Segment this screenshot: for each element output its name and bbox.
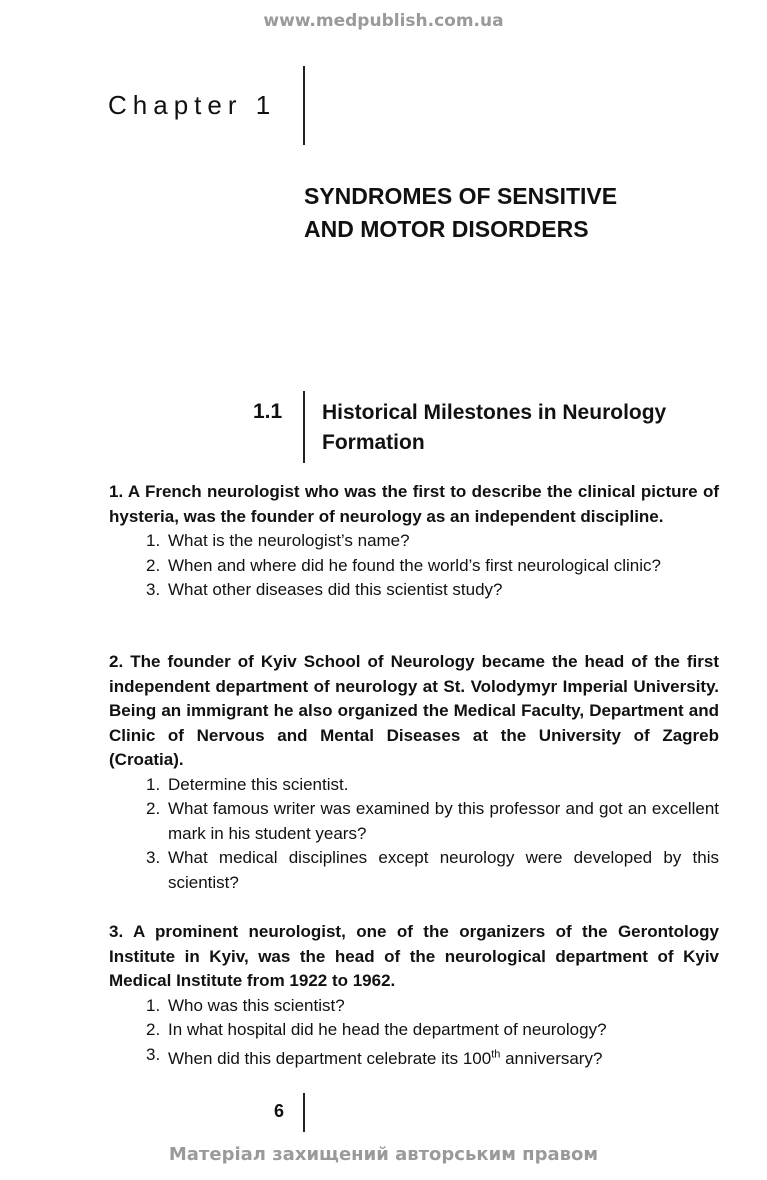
- sub-question-number: 1.: [146, 995, 161, 1015]
- sub-question: [109, 797, 719, 846]
- sub-question-text: What other diseases did this scientist study?: [168, 580, 503, 599]
- sub-question-number: 3.: [146, 580, 161, 599]
- page-number-divider: [303, 1093, 305, 1132]
- question-title: 1. A French neurologist who was the first to describe the clinical picture of hysteria, was the founder of neurology as an independent discipline.: [109, 482, 719, 526]
- sub-question-text: Who was this scientist?: [168, 995, 345, 1015]
- ordinal-suffix: th: [491, 1048, 501, 1061]
- page-number: 6: [274, 1101, 285, 1121]
- chapter-title-line-1: SYNDROMES OF SENSITIVE: [304, 183, 618, 209]
- section-title: [322, 398, 722, 458]
- section-number: 1.1: [253, 400, 283, 423]
- sub-question-number: 1.: [146, 531, 161, 550]
- sub-question: [109, 578, 719, 603]
- question-2: [109, 650, 719, 895]
- question-3: [109, 920, 719, 1072]
- sub-question-text: Determine this scientist.: [168, 774, 349, 794]
- sub-question: [109, 994, 719, 1019]
- sub-question: [109, 554, 719, 579]
- sub-question-text: In what hospital did he head the department of neurology?: [168, 1020, 607, 1039]
- sub-question-list: [109, 773, 719, 896]
- sub-question: [109, 529, 719, 554]
- sub-question-text: What famous writer was examined by this professor and got an excellent mark in his student years?: [168, 799, 719, 843]
- section-title-line-2: Formation: [322, 431, 425, 454]
- section-divider: [303, 391, 305, 463]
- question-title: 3. A prominent neurologist, one of the organizers of the Gerontology Institute in Kyiv, was the head of the neurological department of Kyiv Medical Institute from 1922 to 1962.: [109, 922, 719, 990]
- question-title: 2. The founder of Kyiv School of Neurology became the head of the first independent department of neurology at St. Volodymyr Imperial University. Being an immigrant he also organized the Medical Faculty, Department and Clinic of Nervous and Mental Diseases at the University of Zagreb (Croatia).: [109, 652, 719, 769]
- sub-question: [109, 1043, 719, 1072]
- sub-question-text-part: When did this department celebrate its 100: [168, 1049, 492, 1069]
- chapter-title: [304, 180, 704, 246]
- sub-question-number: 2.: [146, 555, 161, 575]
- copyright-footer: Матеріал захищений авторським правом: [168, 1144, 599, 1165]
- sub-question: [109, 846, 719, 895]
- site-url-header: www.medpublish.com.ua: [263, 11, 504, 31]
- sub-question-number: 2.: [146, 1020, 161, 1039]
- chapter-label: Chapter 1: [108, 90, 277, 120]
- section-title-line-1: Historical Milestones in Neurology: [322, 401, 667, 424]
- sub-question-text: When and where did he found the world’s first neurological clinic?: [168, 555, 661, 575]
- question-1: [109, 480, 719, 603]
- sub-question-number: 2.: [146, 799, 161, 818]
- sub-question-list: [109, 529, 719, 603]
- sub-question: [109, 773, 719, 798]
- sub-question-text: What medical disciplines except neurology were developed by this scientist?: [168, 848, 719, 892]
- sub-question-text-part: anniversary?: [500, 1049, 603, 1069]
- sub-question-number: 3.: [146, 1044, 161, 1064]
- sub-question-list: [109, 994, 719, 1072]
- chapter-divider: [303, 66, 305, 145]
- chapter-title-line-2: AND MOTOR DISORDERS: [304, 216, 589, 242]
- sub-question-text: [168, 1049, 602, 1068]
- sub-question-number: 1.: [146, 774, 161, 794]
- sub-question-number: 3.: [146, 848, 161, 867]
- sub-question: [109, 1018, 719, 1043]
- sub-question-text: What is the neurologist’s name?: [168, 531, 410, 550]
